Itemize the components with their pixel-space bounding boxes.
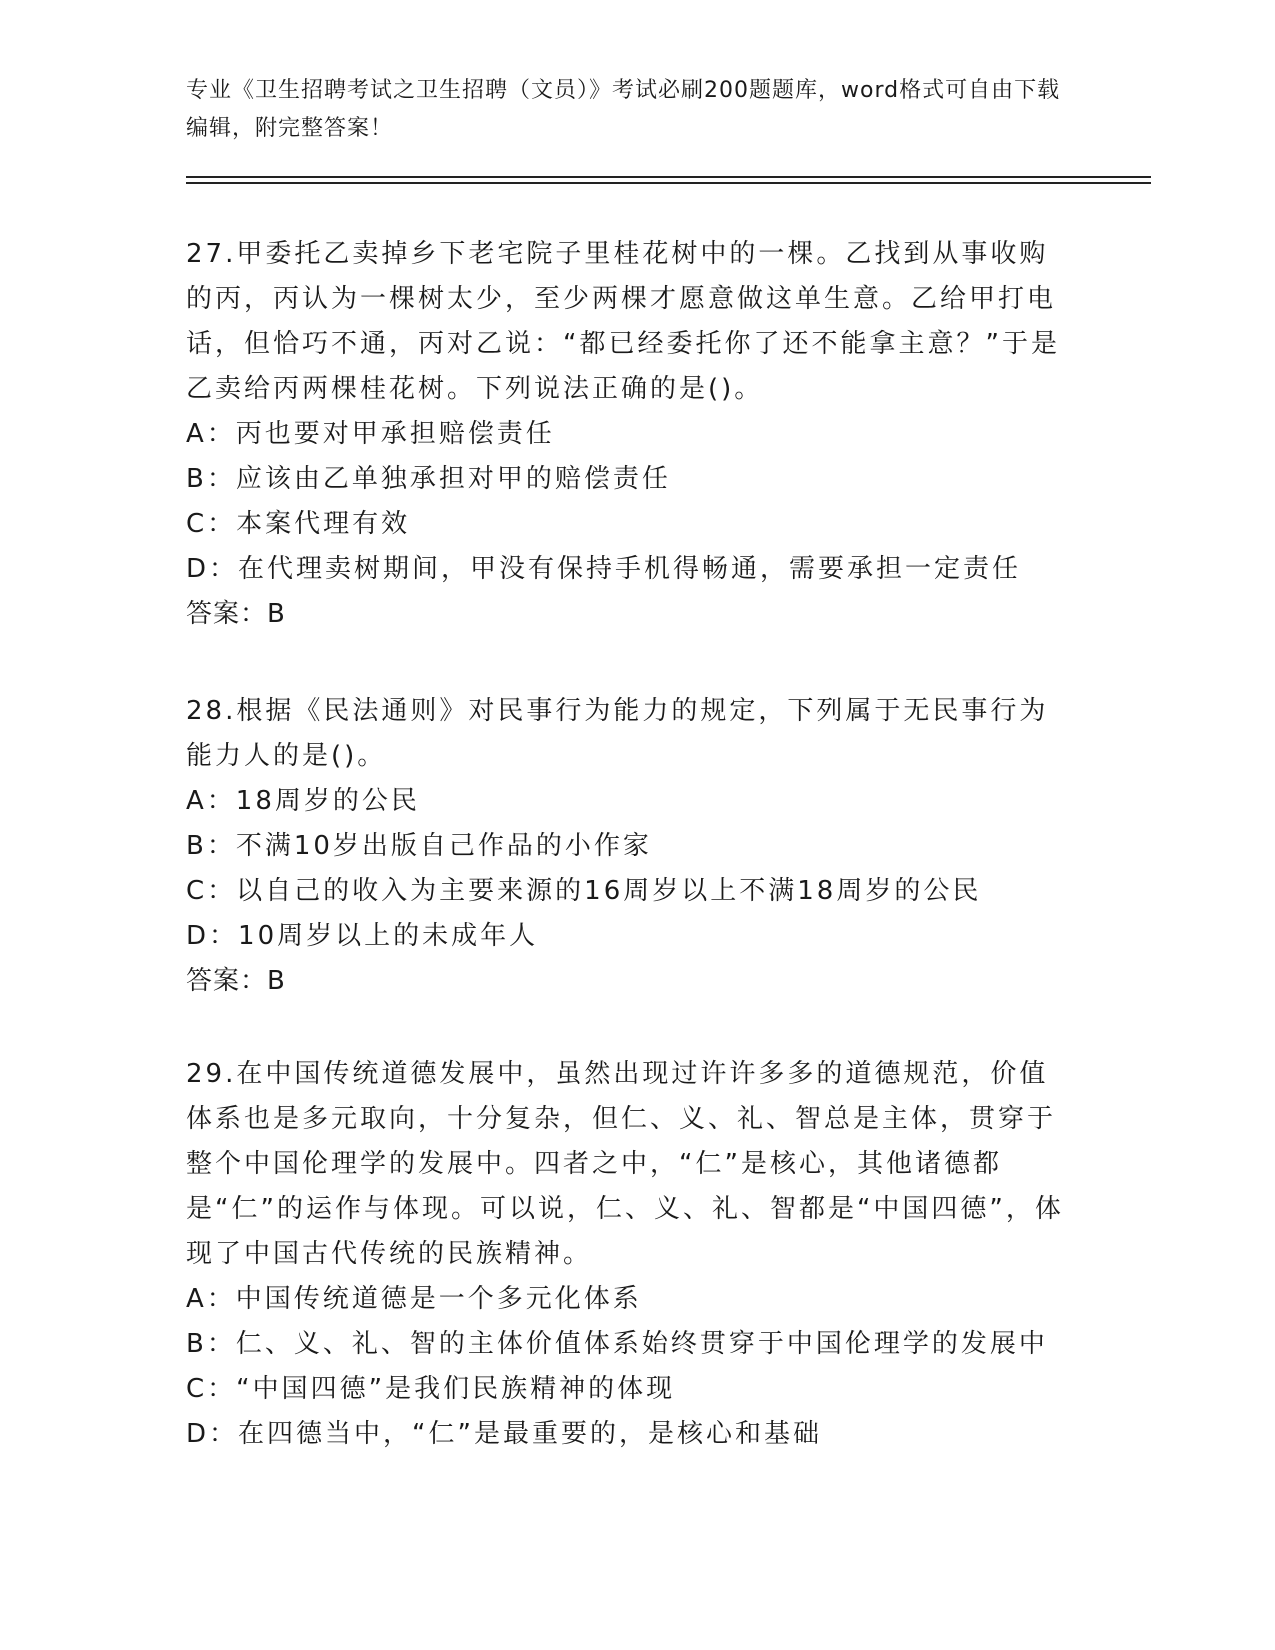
header-divider-top	[186, 176, 1151, 178]
option-c: C：“中国四德”是我们民族精神的体现	[186, 1374, 676, 1404]
option-d: D：在代理卖树期间，甲没有保持手机得畅通，需要承担一定责任	[186, 554, 1022, 584]
document-header: 专业《卫生招聘考试之卫生招聘（文员）》考试必刷200题题库，word格式可自由下载编辑，附完整答案！	[186, 78, 1061, 141]
question-stem: 27.甲委托乙卖掉乡下老宅院子里桂花树中的一棵。乙找到从事收购的丙，丙认为一棵树太少，至少两棵才愿意做这单生意。乙给甲打电话，但恰巧不通，丙对乙说：“都已经委托你了还不能拿主意？”于是乙卖给丙两棵桂花树。下列说法正确的是()。	[186, 239, 1060, 404]
option-a: A：18周岁的公民	[186, 786, 420, 816]
option-b: B：仁、义、礼、智的主体价值体系始终贯穿于中国伦理学的发展中	[186, 1329, 1048, 1359]
option-a: A：中国传统道德是一个多元化体系	[186, 1284, 642, 1314]
option-b: B：应该由乙单独承担对甲的赔偿责任	[186, 464, 671, 494]
option-d: D：在四德当中，“仁”是最重要的，是核心和基础	[186, 1419, 822, 1449]
option-c: C：本案代理有效	[186, 509, 411, 539]
header-divider-bottom	[186, 182, 1151, 184]
option-b: B：不满10岁出版自己作品的小作家	[186, 831, 652, 861]
answer-label: 答案：B	[186, 966, 286, 996]
question-stem: 29.在中国传统道德发展中，虽然出现过许许多多的道德规范，价值体系也是多元取向，十分复杂，但仁、义、礼、智总是主体，贯穿于整个中国伦理学的发展中。四者之中，“仁”是核心，其他诸德都是“仁”的运作与体现。可以说，仁、义、礼、智都是“中国四德”，体现了中国古代传统的民族精神。	[186, 1059, 1064, 1269]
answer-label: 答案：B	[186, 599, 286, 629]
option-c: C：以自己的收入为主要来源的16周岁以上不满18周岁的公民	[186, 876, 982, 906]
option-d: D：10周岁以上的未成年人	[186, 921, 539, 951]
question-28	[186, 689, 1076, 1004]
question-27	[186, 232, 1076, 637]
question-29	[186, 1052, 1076, 1457]
option-a: A：丙也要对甲承担赔偿责任	[186, 419, 555, 449]
question-stem: 28.根据《民法通则》对民事行为能力的规定，下列属于无民事行为能力人的是()。	[186, 696, 1049, 771]
